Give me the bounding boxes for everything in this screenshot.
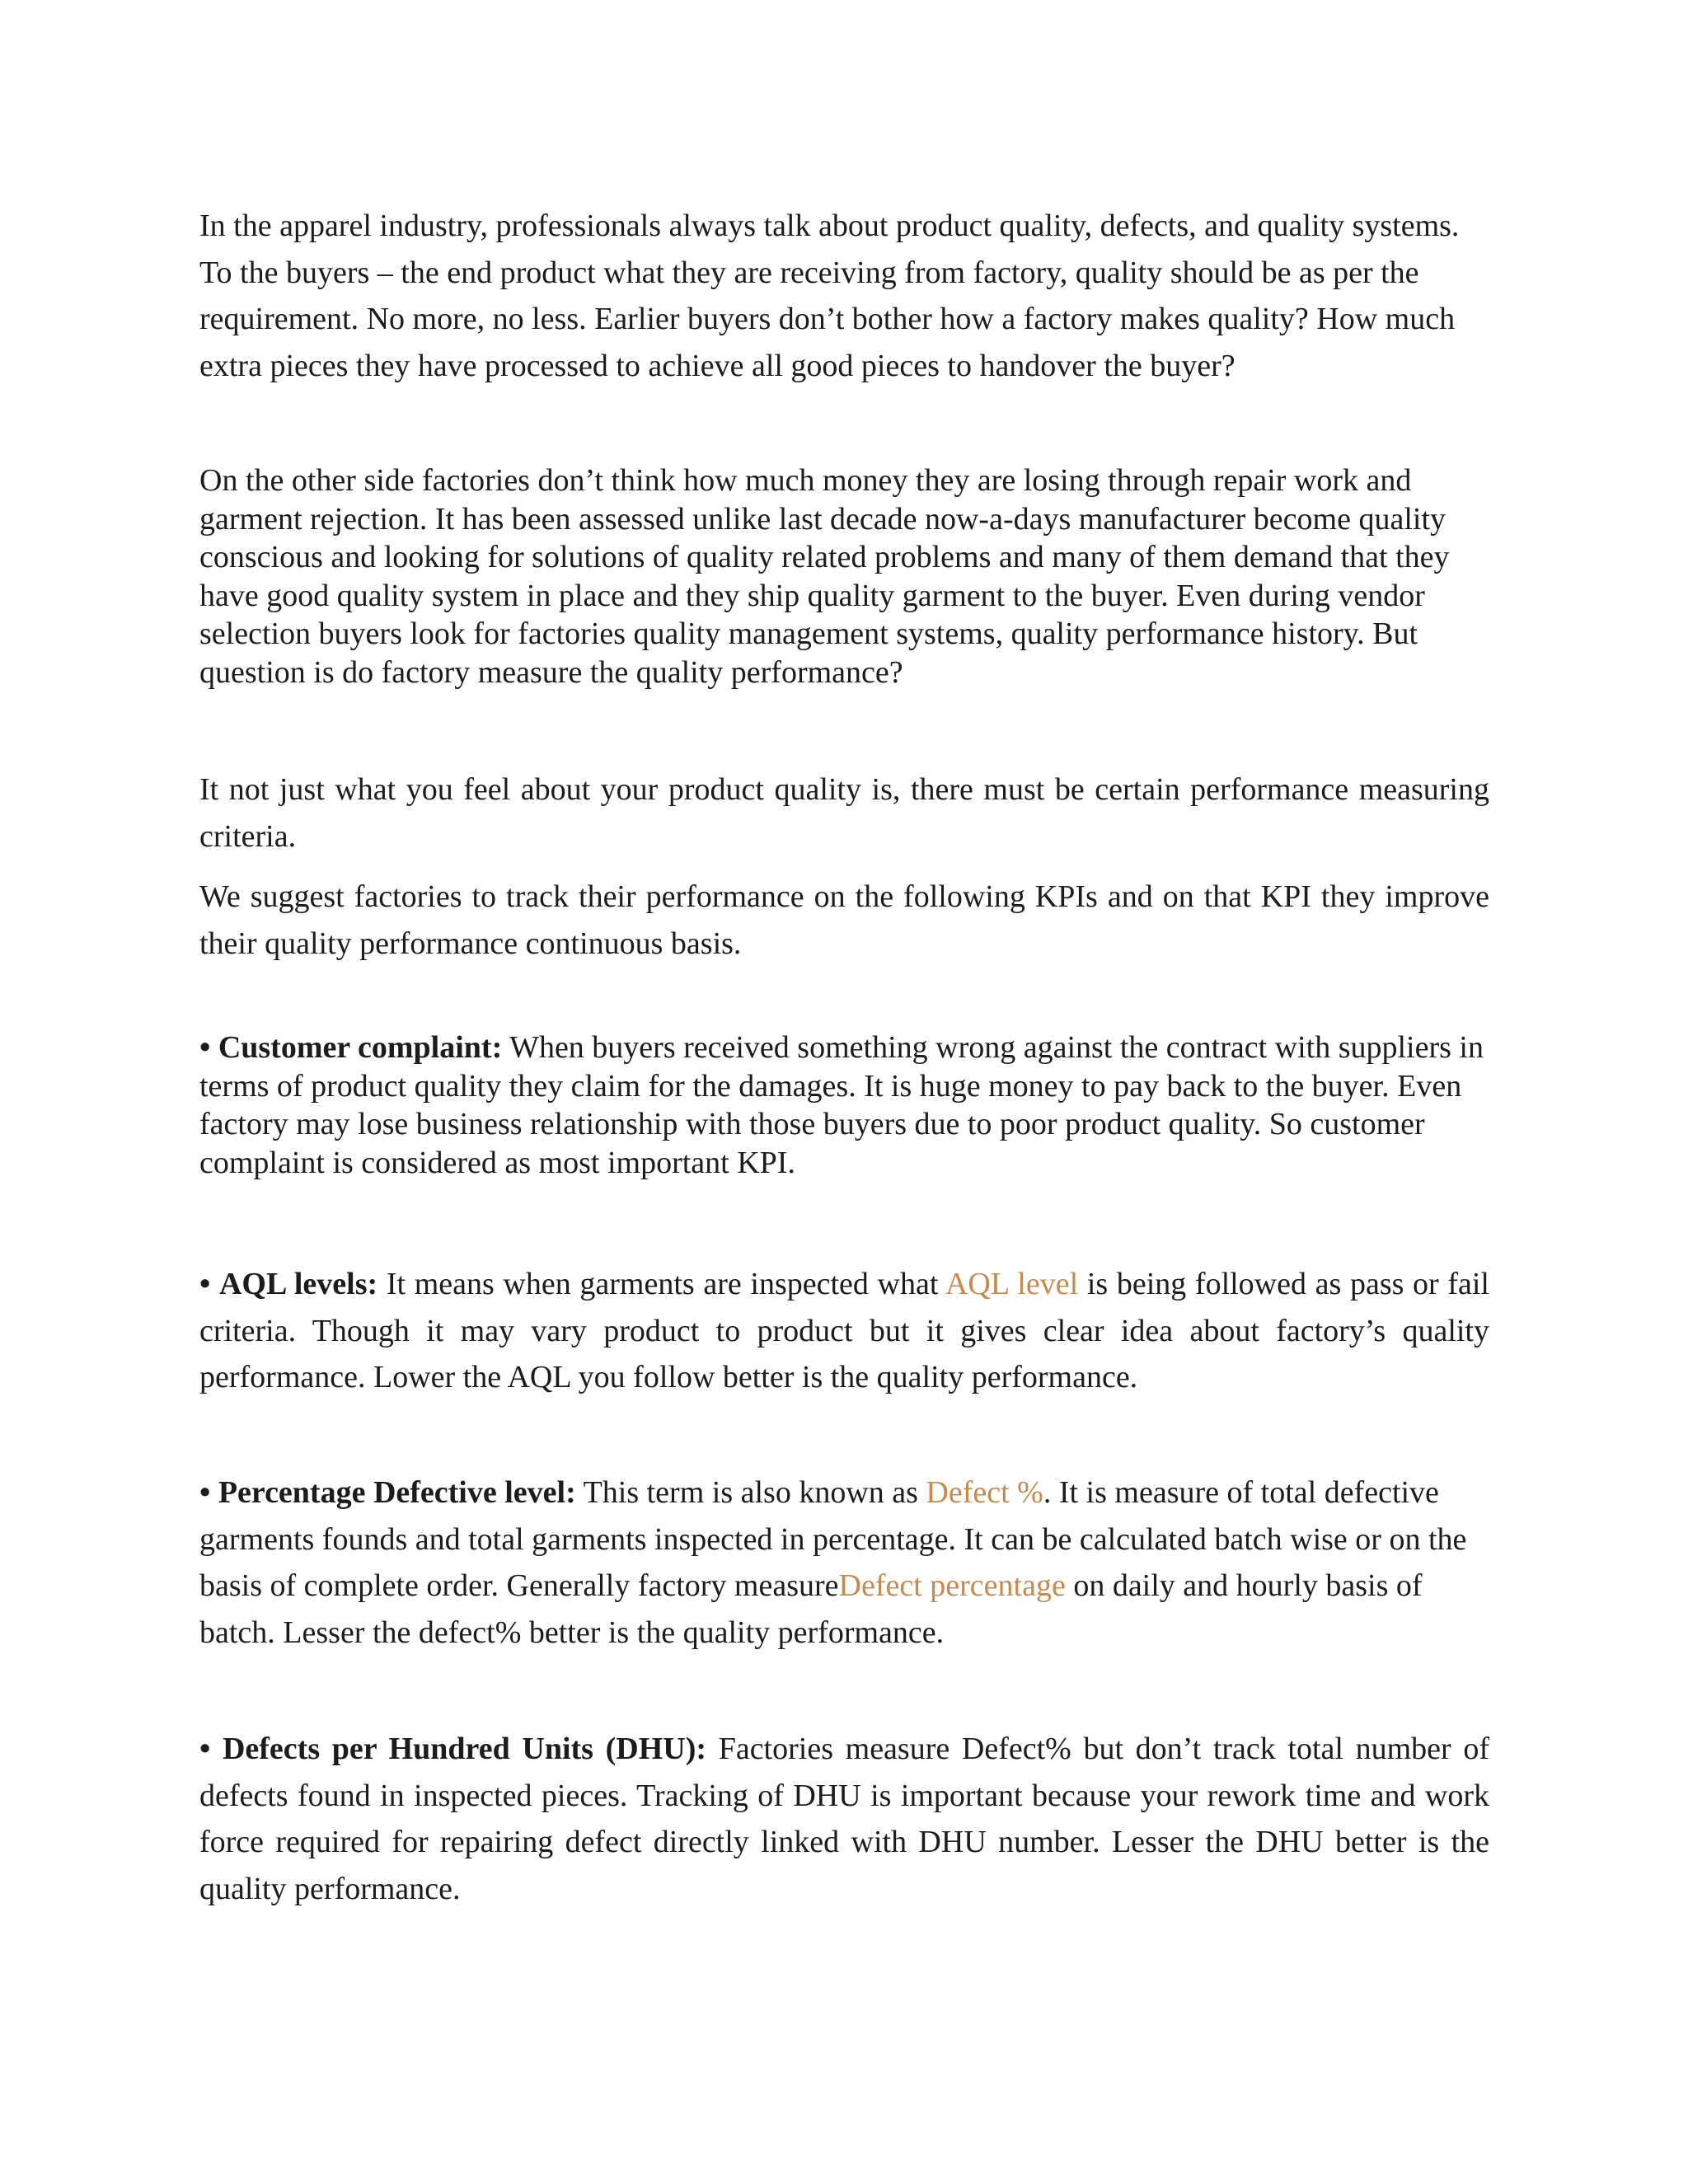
defect-percent-link[interactable]: Defect % — [926, 1475, 1043, 1510]
kpi-customer-complaint — [199, 1029, 1489, 1182]
kpi-text: When buyers received something wrong against the contract with suppliers in terms of product quality they claim for the damages. It is huge money to pay back to the buyer. Even factory may lose business relationship with those buyers due to poor product quality. So customer complaint is considered as most important KPI. — [199, 1030, 1484, 1180]
bullet: • — [199, 1732, 211, 1766]
kpi-text: This term is also known as — [583, 1475, 918, 1510]
kpi-text: It means when garments are inspected what — [386, 1267, 939, 1301]
kpi-term: Percentage Defective level: — [218, 1475, 576, 1510]
bullet: • — [199, 1475, 211, 1510]
aql-level-link[interactable]: AQL level — [945, 1267, 1079, 1301]
kpi-percentage-defective — [199, 1469, 1489, 1656]
kpi-text: Factories measure Defect% but don’t track total number of defects found in inspected pieces. Tracking of DHU is important because your rework time and work force required for repairing defect directly linked with DHU number. Lesser the DHU better is the quality performance. — [199, 1732, 1490, 1906]
kpi-aql-levels — [199, 1261, 1489, 1401]
kpi-term: AQL levels: — [218, 1267, 378, 1301]
kpi-text-continued: on daily and hourly basis of batch. Lesser the defect% better is the quality performance. — [199, 1568, 1423, 1650]
factories-paragraph: On the other side factories don’t think how much money they are losing through repair work and garment rejection. It has been assessed unlike last decade now-a-days manufacturer become quality conscious and looking for solutions of quality related problems and many of them demand that they have good quality system in place and they ship quality garment to the buyer. Even during vendor selection buyers look for factories quality management systems, quality performance history. But question is do factory measure the quality performance? — [199, 463, 1450, 690]
kpi-text-continued: is being followed as pass or fail criteria. Though it may vary product to product but it gives clear idea about factory’s quality performance. Lower the AQL you follow better is the quality performance. — [199, 1267, 1489, 1394]
kpi-term: Customer complaint: — [218, 1030, 503, 1065]
criteria-paragraph: It not just what you feel about your product quality is, there must be certain performance measuring criteria. — [199, 772, 1489, 854]
kpi-term: Defects per Hundred Units (DHU): — [222, 1732, 707, 1766]
defect-percentage-link[interactable]: Defect percentage — [838, 1568, 1066, 1603]
kpi-dhu — [199, 1726, 1489, 1912]
bullet: • — [199, 1267, 211, 1301]
intro-paragraph: In the apparel industry, professionals always talk about product quality, defects, and quality systems. To the buyers – the end product what they are receiving from factory, quality should be as per the requirement. No more, no less. Earlier buyers don’t bother how a factory makes quality? How much extra pieces they have processed to achieve all good pieces to handover the buyer? — [199, 209, 1460, 383]
bullet: • — [199, 1030, 211, 1065]
suggestion-paragraph: We suggest factories to track their performance on the following KPIs and on that KPI they improve their quality performance continuous basis. — [199, 879, 1489, 961]
kpi-text-middle: . It is measure of total defective garments founds and total garments inspected in percentage. It can be calculated batch wise or on the basis of complete order. Generally factory measure — [199, 1475, 1467, 1603]
